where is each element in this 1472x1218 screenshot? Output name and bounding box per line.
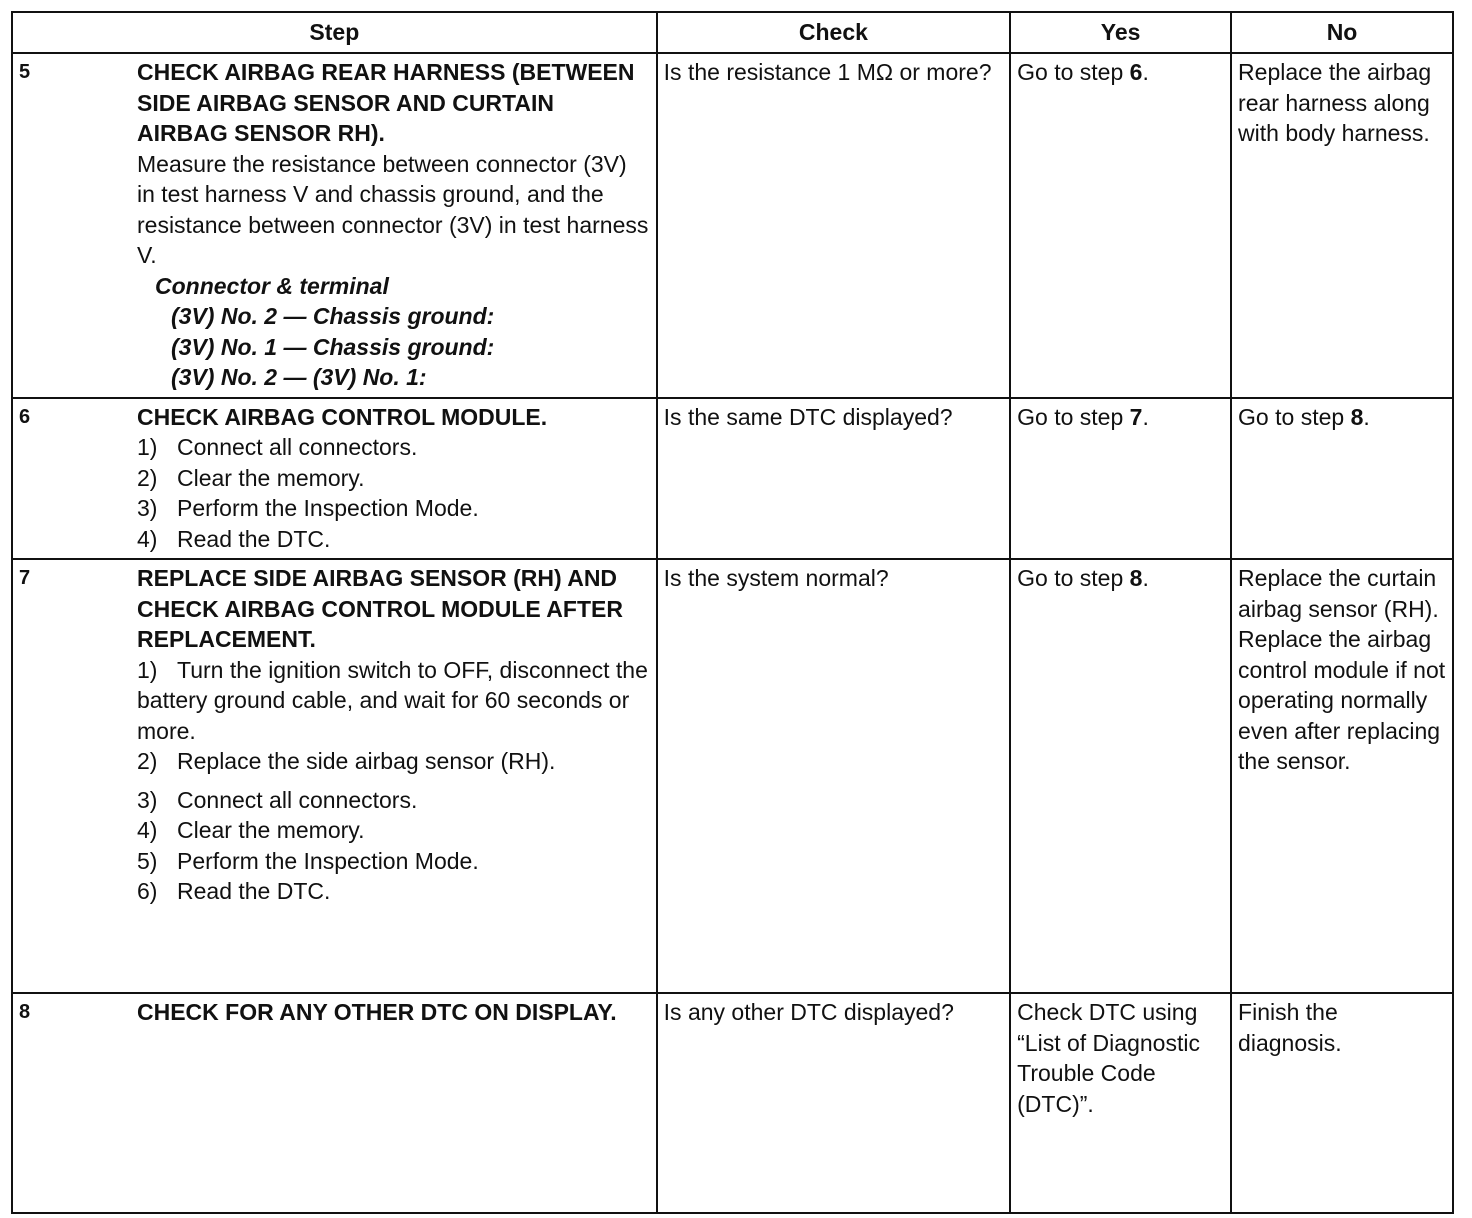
yes-suffix: .: [1142, 403, 1149, 430]
instruction-number: 6): [137, 878, 158, 904]
header-yes: Yes: [1010, 12, 1231, 53]
no-cell: [1231, 559, 1453, 993]
instruction-item: [137, 746, 650, 777]
step-cell: [12, 993, 657, 1213]
step-number: 7: [19, 567, 31, 589]
table-row: [12, 53, 1453, 398]
instruction-text: Read the DTC.: [177, 878, 331, 904]
yes-step-number: 7: [1129, 403, 1143, 430]
instruction-number: 5): [137, 847, 158, 874]
instruction-item: [137, 655, 650, 747]
instruction-text: Clear the memory.: [177, 464, 365, 491]
yes-step-number: 8: [1129, 565, 1143, 591]
instruction-text: Read the DTC.: [177, 525, 331, 552]
step-cell: [12, 53, 657, 398]
connector-item: (3V) No. 1 — Chassis ground:: [171, 333, 495, 360]
instruction-item: [137, 493, 650, 524]
no-cell: [1231, 53, 1453, 398]
header-row: [12, 12, 1453, 53]
yes-cell: [1010, 559, 1231, 993]
connector-item: (3V) No. 2 — Chassis ground:: [171, 303, 495, 329]
yes-cell: [1010, 53, 1231, 398]
yes-cell: [1010, 993, 1231, 1213]
table-row: [12, 559, 1453, 993]
step-number: 5: [19, 61, 31, 83]
yes-step-number: 6: [1129, 59, 1143, 85]
check-cell: [657, 559, 1010, 993]
yes-suffix: .: [1142, 565, 1149, 591]
instruction-number: 3): [137, 495, 158, 521]
instruction-number: 1): [137, 656, 158, 683]
instruction-number: 4): [137, 525, 158, 552]
instruction-number: 4): [137, 817, 158, 843]
no-text: [1232, 399, 1452, 437]
header-step: Step: [12, 12, 657, 53]
instruction-item: [137, 463, 650, 494]
yes-prefix: Go to step: [1017, 403, 1130, 430]
table-row: [12, 398, 1453, 560]
instruction-item: [137, 846, 650, 877]
step-title: CHECK AIRBAG CONTROL MODULE.: [137, 403, 548, 430]
instruction-text: Clear the memory.: [177, 817, 365, 843]
header-no: No: [1231, 12, 1453, 53]
instruction-text: Replace the side airbag sensor (RH).: [177, 748, 556, 774]
instruction-number: 2): [137, 748, 158, 774]
check-text: Is the system normal?: [663, 565, 889, 591]
table-row: [12, 993, 1453, 1213]
connector-item: (3V) No. 2 — (3V) No. 1:: [171, 364, 427, 390]
instruction-text: Connect all connectors.: [177, 786, 418, 813]
step-number: 8: [19, 1001, 31, 1023]
yes-text: [1011, 399, 1230, 437]
yes-text: Check DTC using “List of Diagnostic Trouble Code (DTC)”.: [1017, 999, 1200, 1117]
check-cell: [657, 398, 1010, 560]
yes-prefix: Go to step: [1017, 59, 1130, 85]
instruction-item: [137, 815, 650, 846]
instruction-number: 2): [137, 464, 158, 491]
step-title: REPLACE SIDE AIRBAG SENSOR (RH) AND CHECK AIRBAG CONTROL MODULE AFTER REPLACEMENT.: [137, 565, 623, 652]
no-cell: [1231, 993, 1453, 1213]
instruction-text: Perform the Inspection Mode.: [177, 495, 479, 521]
instruction-item: [137, 876, 650, 907]
no-text: Replace the airbag rear harness along with body harness.: [1238, 59, 1432, 146]
check-text: Is any other DTC displayed?: [663, 999, 954, 1025]
no-text: Finish the diagnosis.: [1238, 999, 1342, 1056]
instruction-text: Turn the ignition switch to OFF, disconnect the battery ground cable, and wait for 60 seconds or more.: [137, 656, 648, 744]
yes-prefix: Go to step: [1017, 565, 1130, 591]
no-suffix: .: [1363, 403, 1370, 430]
connector-heading: Connector & terminal: [155, 272, 389, 299]
no-prefix: Go to step: [1238, 403, 1351, 430]
step-description: Measure the resistance between connector (3V) in test harness V and chassis ground, and the resistance between connector (3V) in test harness V.: [137, 150, 649, 268]
yes-cell: [1010, 398, 1231, 560]
step-cell: [12, 398, 657, 560]
step-number: 6: [19, 405, 31, 428]
instruction-item: [137, 432, 650, 463]
yes-suffix: .: [1142, 59, 1149, 85]
step-title: CHECK FOR ANY OTHER DTC ON DISPLAY.: [137, 999, 617, 1025]
check-text: Is the same DTC displayed?: [663, 403, 953, 430]
yes-text: [1011, 54, 1230, 92]
instruction-item: [137, 524, 650, 555]
instruction-text: Perform the Inspection Mode.: [177, 847, 479, 874]
check-cell: [657, 993, 1010, 1213]
instruction-text: Connect all connectors.: [177, 434, 418, 460]
no-cell: [1231, 398, 1453, 560]
header-check: Check: [657, 12, 1010, 53]
check-cell: [657, 53, 1010, 398]
instruction-item: [137, 785, 650, 816]
step-title: CHECK AIRBAG REAR HARNESS (BETWEEN SIDE AIRBAG SENSOR AND CURTAIN AIRBAG SENSOR RH).: [137, 59, 635, 146]
no-step-number: 8: [1350, 403, 1364, 430]
instruction-number: 3): [137, 786, 158, 813]
yes-text: [1011, 560, 1230, 598]
instruction-number: 1): [137, 434, 158, 460]
check-text: Is the resistance 1 MΩ or more?: [663, 59, 992, 85]
diagnostic-table: [11, 11, 1454, 1214]
no-text: Replace the curtain airbag sensor (RH). Replace the airbag control module if not operating normally even after replacing the sensor.: [1238, 565, 1446, 774]
step-cell: [12, 559, 657, 993]
